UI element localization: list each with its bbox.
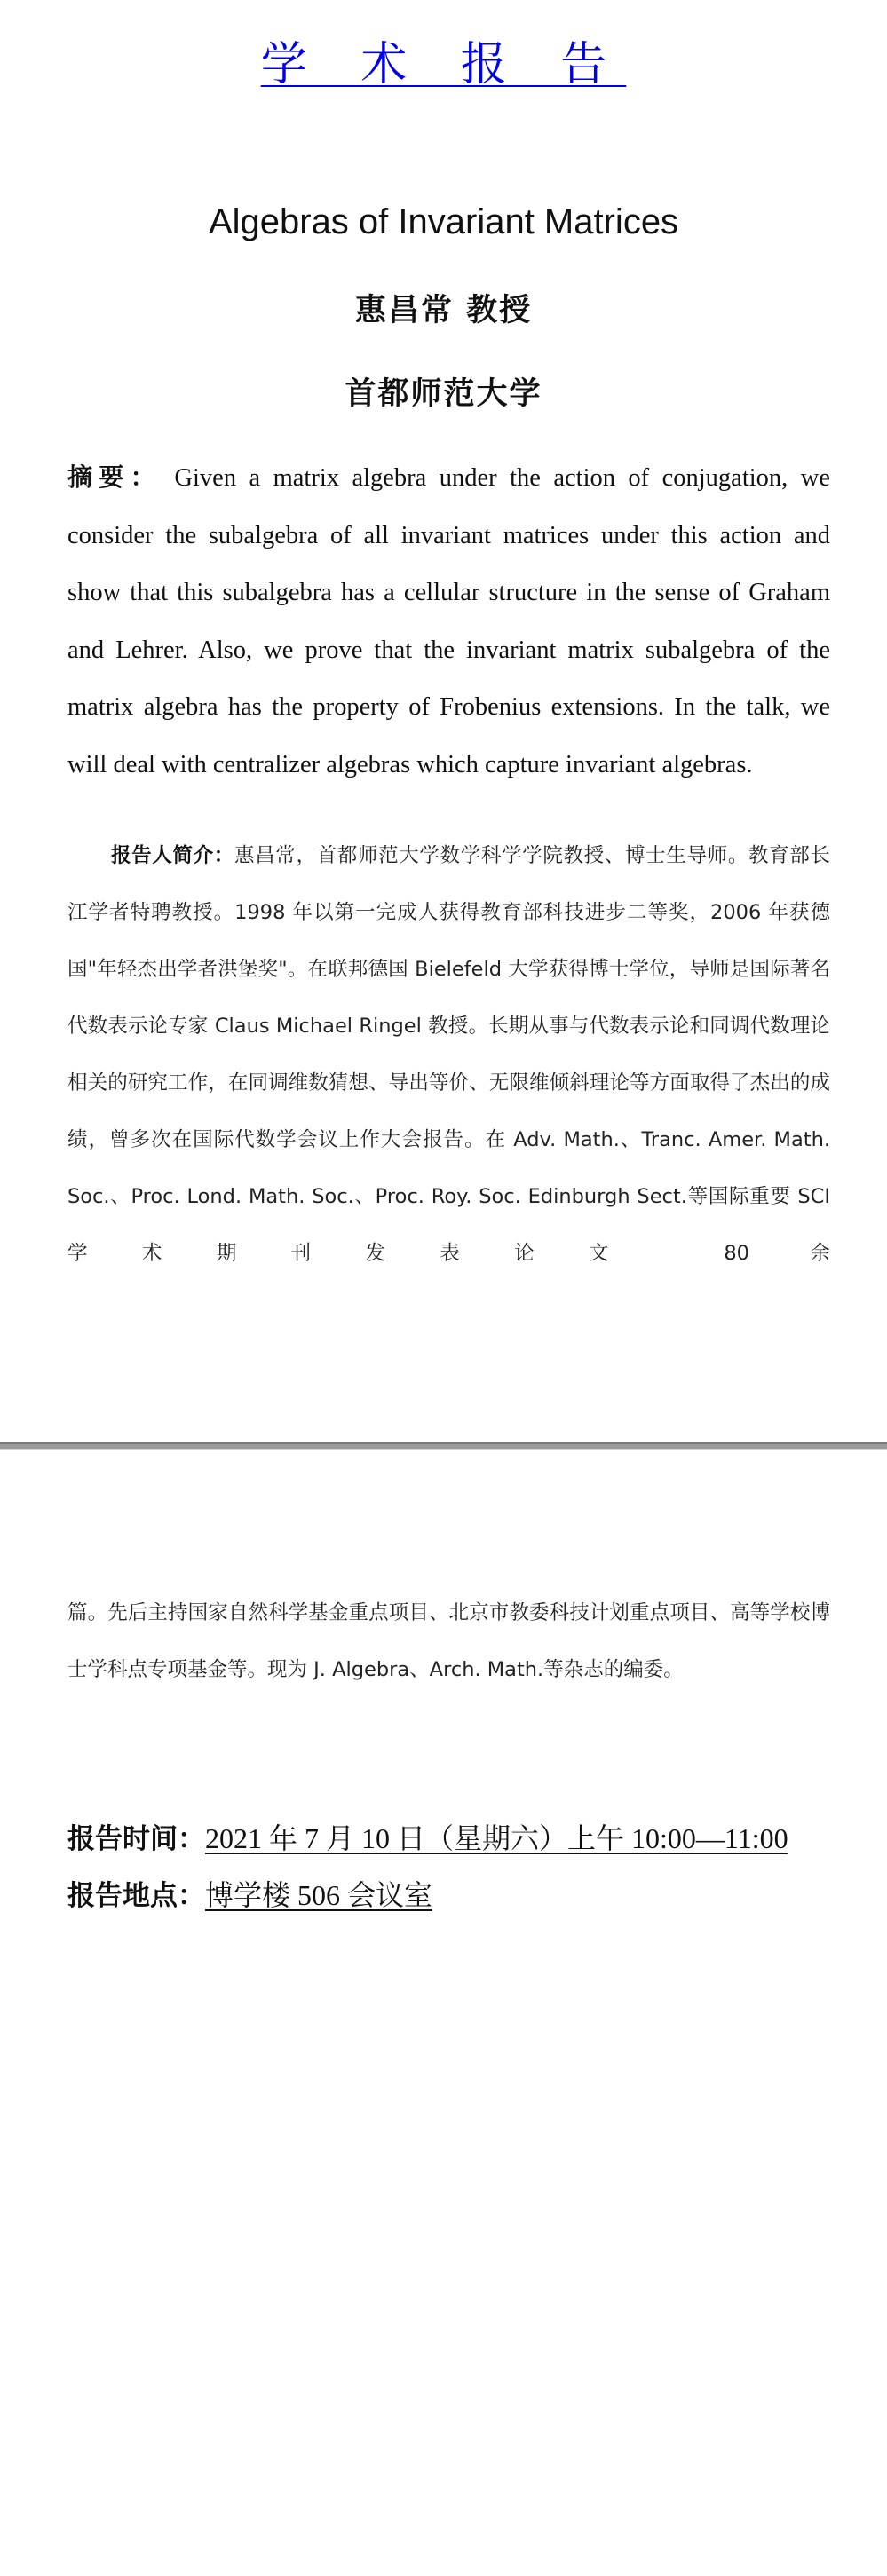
abstract-paragraph xyxy=(67,449,830,794)
report-place-label: 报告地点： xyxy=(67,1880,205,1912)
bio-text-part1: 惠昌常，首都师范大学数学科学学院教授、博士生导师。教育部长江学者特聘教授。1998 年以第一完成人获得教育部科技进步二等奖，2006 年获德国"年轻杰出学者洪堡奖"。在联邦德国 Bielefeld 大学获得博士学位，导师是国际著名代数表示论专家 Claus Michael Ringel 教授。长期从事与代数表示论和同调代数理论相关的研究工作，在同调维数猜想、导出等价、无限维倾斜理论等方面取得了杰出的成绩，曾多次在国际代数学会议上作大会报告。在 Adv. Math.、Tranc. Amer. Math. Soc.、Proc. Lond. Math. Soc.、Proc. Roy. Soc. Edinburgh Sect.等国际重要 SCI 学术期刊发表论文 80 余 xyxy=(67,844,830,1265)
speaker-affiliation: 首都师范大学 xyxy=(345,376,542,412)
report-place-value: 博学楼 506 会议室 xyxy=(205,1879,433,1911)
report-time-label: 报告时间： xyxy=(67,1823,205,1855)
report-time-line xyxy=(67,1816,849,1857)
bio-label: 报告人简介： xyxy=(111,844,234,867)
page-break-divider xyxy=(0,1442,887,1450)
bio-continuation: 篇。先后主持国家自然科学基金重点项目、北京市教委科技计划重点项目、高等学校博士学科点专项基金等。现为 J. Algebra、Arch. Math.等杂志的编委。 xyxy=(67,1601,830,1681)
abstract-text: Given a matrix algebra under the action of conjugation, we consider the subalgebra of all invariant matrices under this action and show that this subalgebra has a cellular structure in the sense of Graham and Lehrer. Also, we prove that the invariant matrix subalgebra of the matrix algebra has the property of Frobenius extensions. In the talk, we will deal with centralizer algebras which capture invariant algebras. xyxy=(67,464,830,778)
bio-paragraph xyxy=(67,827,830,1282)
report-place-line xyxy=(67,1873,849,1914)
page-2 xyxy=(0,1450,887,2576)
abstract-label: 摘要： xyxy=(67,462,162,492)
report-heading: 学 术 报 告 xyxy=(260,38,627,91)
speaker-name: 惠昌常 教授 xyxy=(354,293,533,328)
report-time-value: 2021 年 7 月 10 日（星期六）上午 10:00—11:00 xyxy=(205,1822,788,1854)
talk-title: Algebras of Invariant Matrices xyxy=(208,202,679,241)
